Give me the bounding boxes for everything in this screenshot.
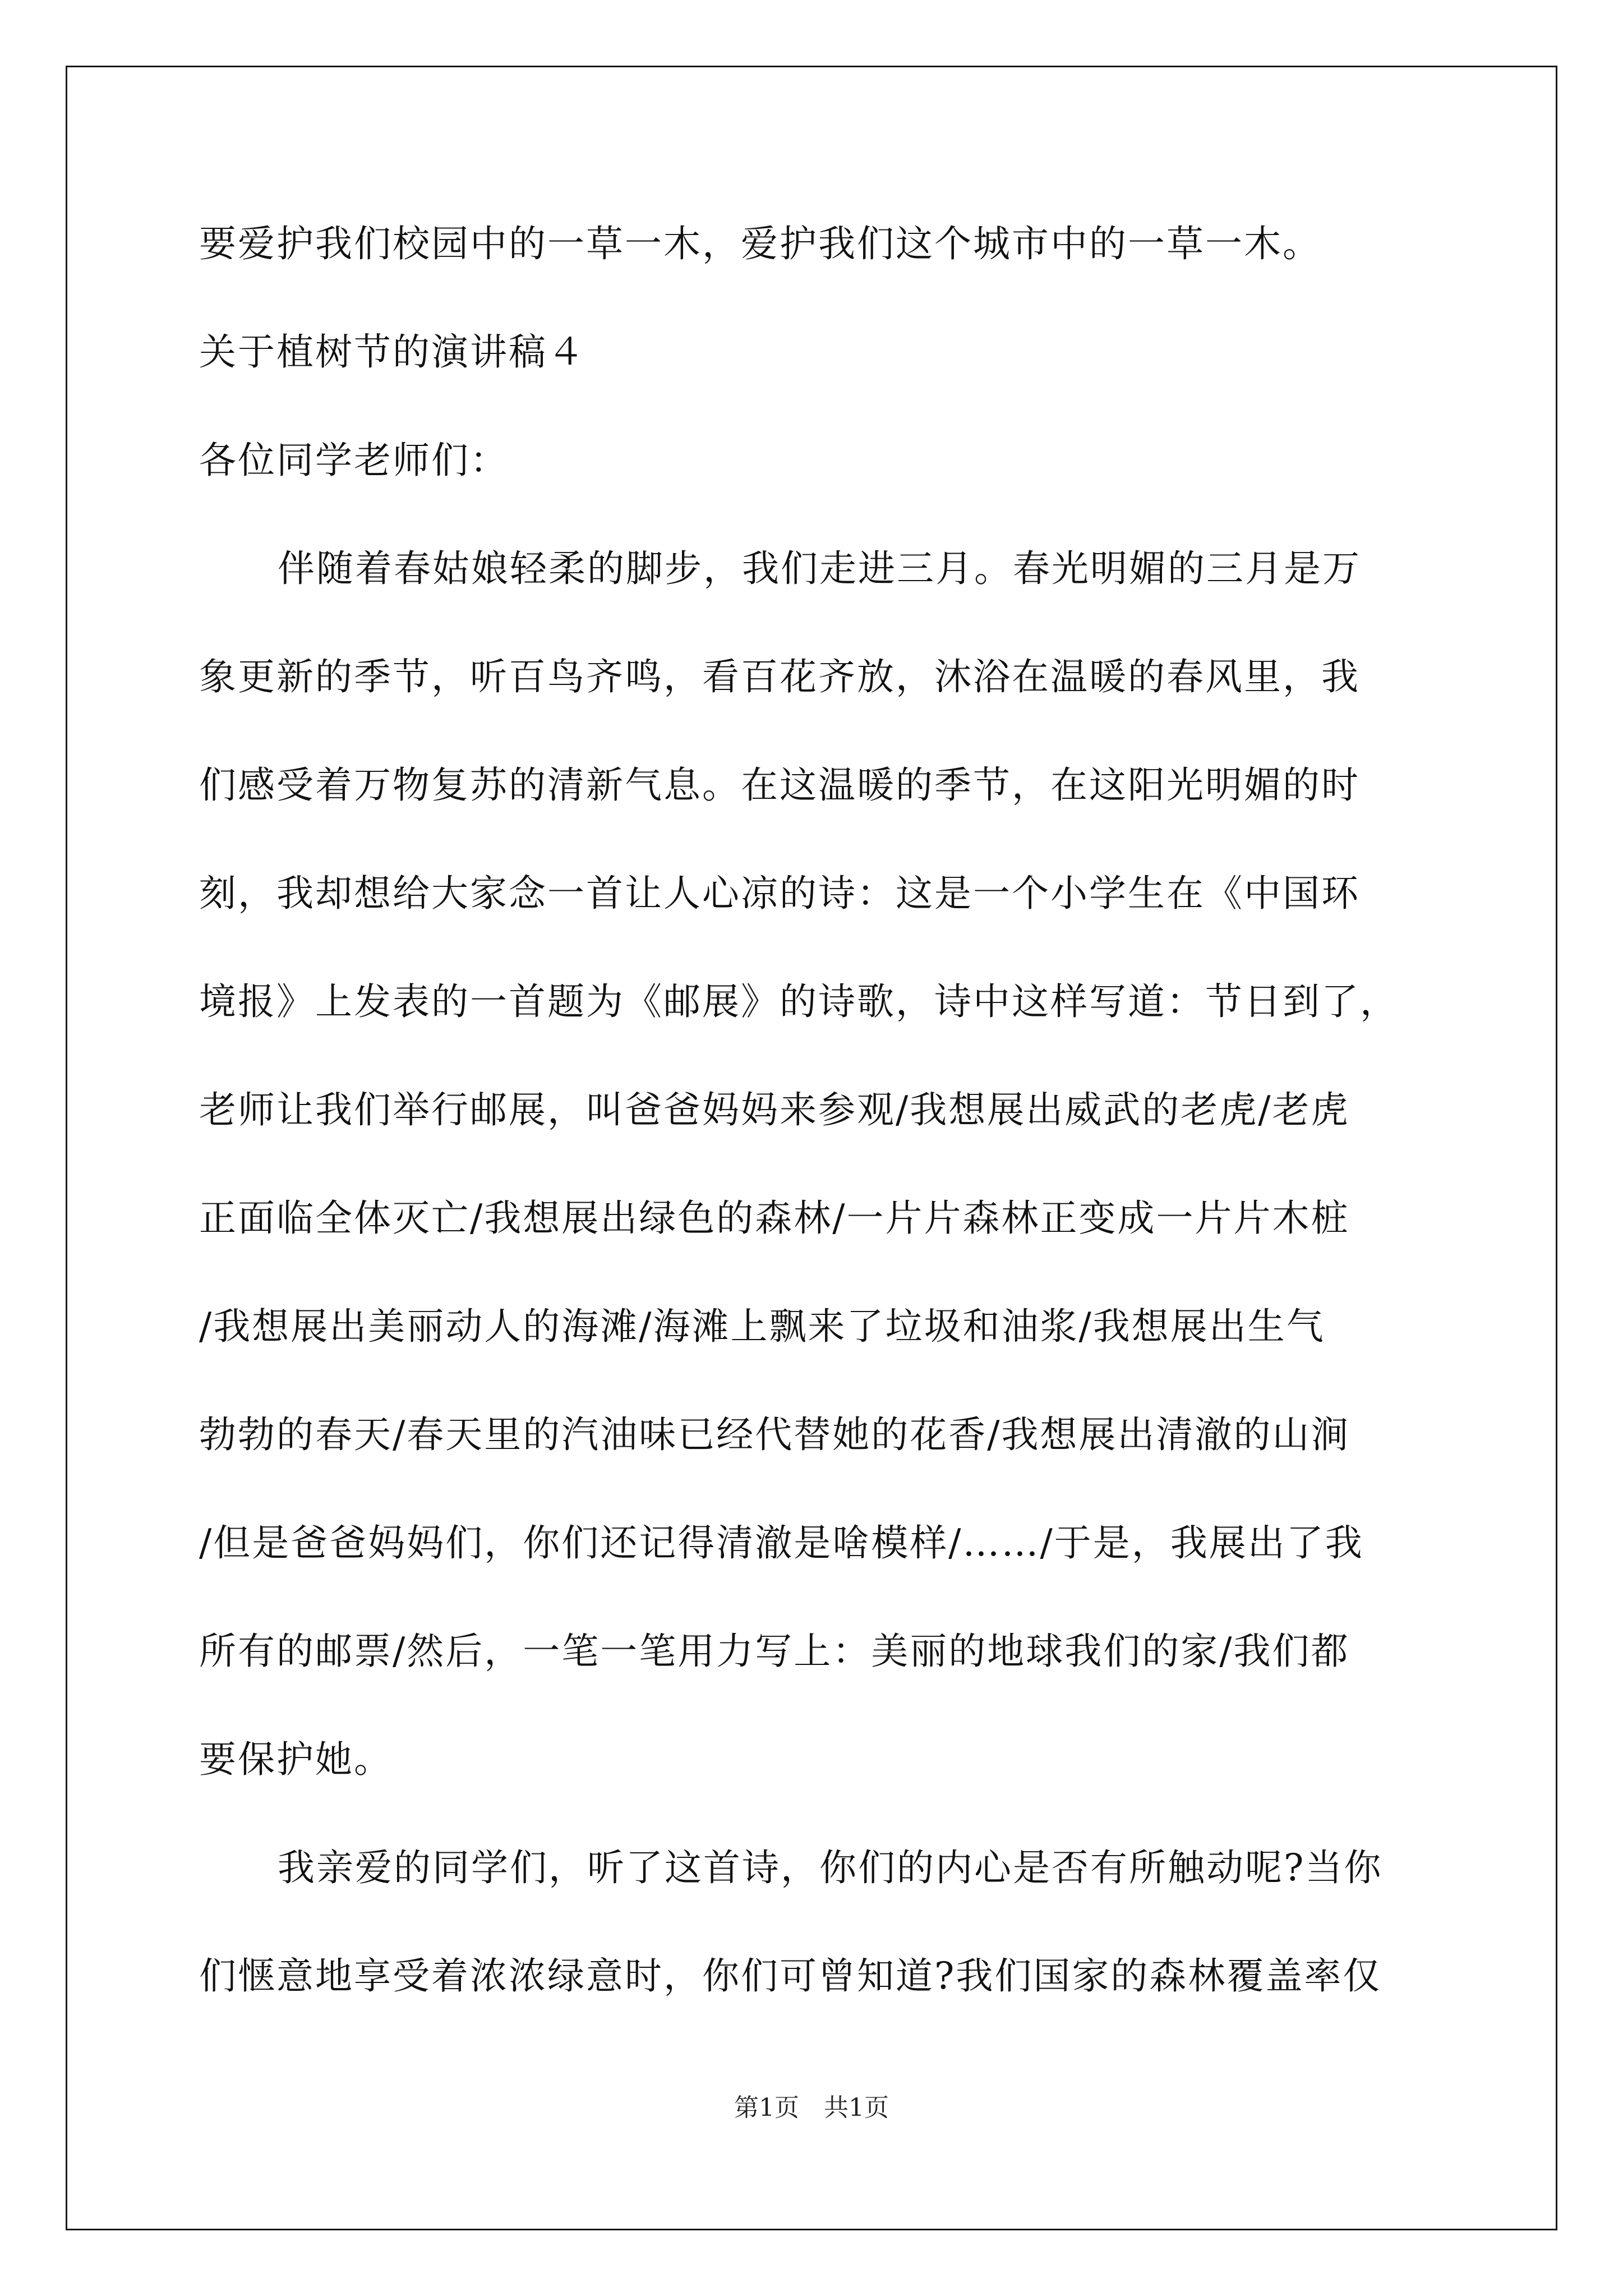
document-body xyxy=(199,216,1433,2056)
paragraph-line: 伴随着春姑娘轻柔的脚步，我们走进三月。春光明媚的三月是万 xyxy=(278,547,1361,590)
page-number: 第1页 共1页 xyxy=(734,2093,889,2122)
paragraph-line: 们感受着万物复苏的清新气息。在这温暖的季节，在这阳光明媚的时 xyxy=(199,763,1360,807)
speech-title: 关于植树节的演讲稿４ xyxy=(199,330,586,374)
salutation: 各位同学老师们： xyxy=(199,439,509,482)
paragraph-line: 勃勃的春天/春天里的汽油味已经代替她的花香/我想展出清澈的山涧 xyxy=(199,1413,1350,1456)
paragraph-line: /但是爸爸妈妈们，你们还记得清澈是啥模样/……/于是，我展出了我 xyxy=(199,1521,1364,1565)
paragraph-line: 所有的邮票/然后，一笔一笔用力写上：美丽的地球我们的家/我们都 xyxy=(199,1630,1350,1673)
paragraph-line: 正面临全体灭亡/我想展出绿色的森林/一片片森林正变成一片片木桩 xyxy=(199,1197,1350,1240)
paragraph-line: 我亲爱的同学们，听了这首诗，你们的内心是否有所触动呢?当你 xyxy=(278,1846,1383,1889)
paragraph-line: 刻，我却想给大家念一首让人心凉的诗：这是一个小学生在《中国环 xyxy=(199,872,1360,915)
paragraph-line: 境报》上发表的一首题为《邮展》的诗歌，诗中这样写道：节日到了， xyxy=(199,980,1399,1023)
paragraph-line: 们惬意地享受着浓浓绿意时，你们可曾知道?我们国家的森林覆盖率仅 xyxy=(199,1954,1382,1998)
paragraph-line: /我想展出美丽动人的海滩/海滩上飘来了垃圾和油浆/我想展出生气 xyxy=(199,1305,1325,1348)
paragraph-line: 要保护她。 xyxy=(199,1738,393,1781)
paragraph-line: 象更新的季节，听百鸟齐鸣，看百花齐放，沐浴在温暖的春风里，我 xyxy=(199,655,1360,698)
paragraph-line: 老师让我们举行邮展，叫爸爸妈妈来参观/我想展出威武的老虎/老虎 xyxy=(199,1088,1350,1131)
paragraph-line: 要爱护我们校园中的一草一木，爱护我们这个城市中的一草一木。 xyxy=(199,222,1321,265)
